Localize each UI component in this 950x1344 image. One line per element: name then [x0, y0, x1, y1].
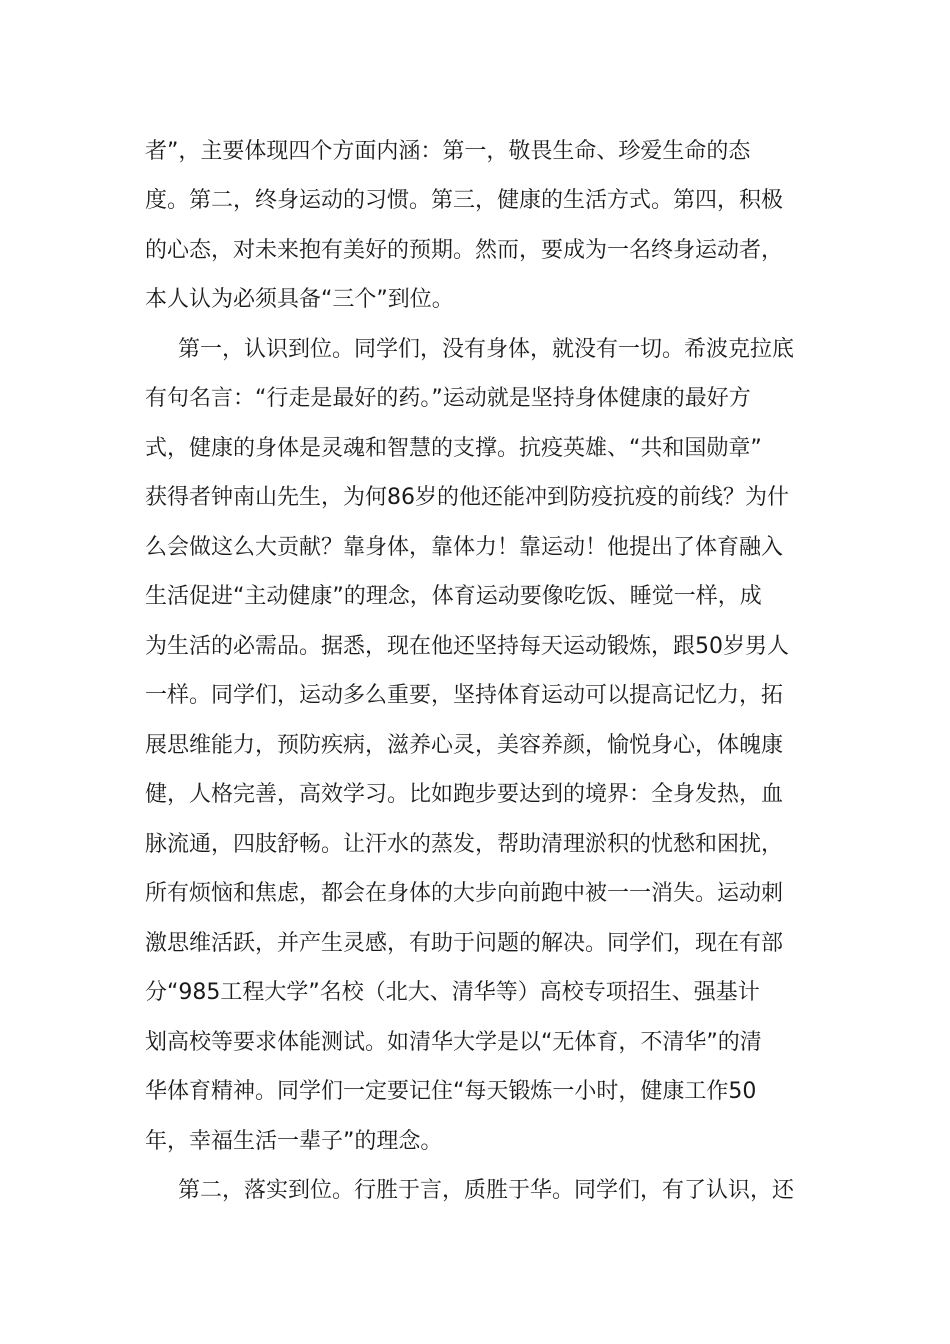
text-line: 者”，主要体现四个方面内涵：第一，敬畏生命、珍爱生命的态	[145, 139, 751, 164]
text-line: 所有烦恼和焦虑，都会在身体的大步向前跑中被一一消失。运动刺	[145, 881, 784, 906]
text-line: 激思维活跃，并产生灵感，有助于问题的解决。同学们，现在有部	[145, 931, 784, 956]
text-line: 脉流通，四肢舒畅。让汗水的蒸发，帮助清理淤积的忧愁和困扰，	[145, 832, 784, 857]
text-line: 划高校等要求体能测试。如清华大学是以“无体育，不清华”的清	[145, 1030, 762, 1055]
text-line: 一样。同学们，运动多么重要，坚持体育运动可以提高记忆力，拓	[145, 683, 784, 708]
text-line: 么会做这么大贡献？靠身体，靠体力！靠运动！他提出了体育融入	[145, 535, 784, 560]
paragraph-first-line: 第二，落实到位。行胜于言，质胜于华。同学们，有了认识，还	[178, 1178, 795, 1203]
text-line: 展思维能力，预防疾病，滋养心灵，美容养颜，愉悦身心，体魄康	[145, 733, 784, 758]
text-line: 分“985工程大学”名校（北大、清华等）高校专项招生、强基计	[145, 980, 760, 1005]
text-line: 年，幸福生活一辈子”的理念。	[145, 1129, 443, 1154]
text-line: 度。第二，终身运动的习惯。第三，健康的生活方式。第四，积极	[145, 188, 784, 213]
text-line: 获得者钟南山先生，为何86岁的他还能冲到防疫抗疫的前线？为什	[145, 485, 789, 510]
text-line: 本人认为必须具备“三个”到位。	[145, 287, 454, 312]
text-line: 生活促进“主动健康”的理念，体育运动要像吃饭、睡觉一样，成	[145, 584, 762, 609]
text-line: 式，健康的身体是灵魂和智慧的支撑。抗疫英雄、“共和国勋章”	[145, 436, 762, 461]
paragraph-first-line: 第一，认识到位。同学们，没有身体，就没有一切。希波克拉底	[178, 337, 795, 362]
text-line: 为生活的必需品。据悉，现在他还坚持每天运动锻炼，跟50岁男人	[145, 634, 789, 659]
text-line: 的心态，对未来抱有美好的预期。然而，要成为一名终身运动者，	[145, 238, 784, 263]
text-line: 有句名言：“行走是最好的药。”运动就是坚持身体健康的最好方	[145, 386, 751, 411]
text-line: 健，人格完善，高效学习。比如跑步要达到的境界：全身发热，血	[145, 782, 784, 807]
text-line: 华体育精神。同学们一定要记住“每天锻炼一小时，健康工作50	[145, 1079, 757, 1104]
